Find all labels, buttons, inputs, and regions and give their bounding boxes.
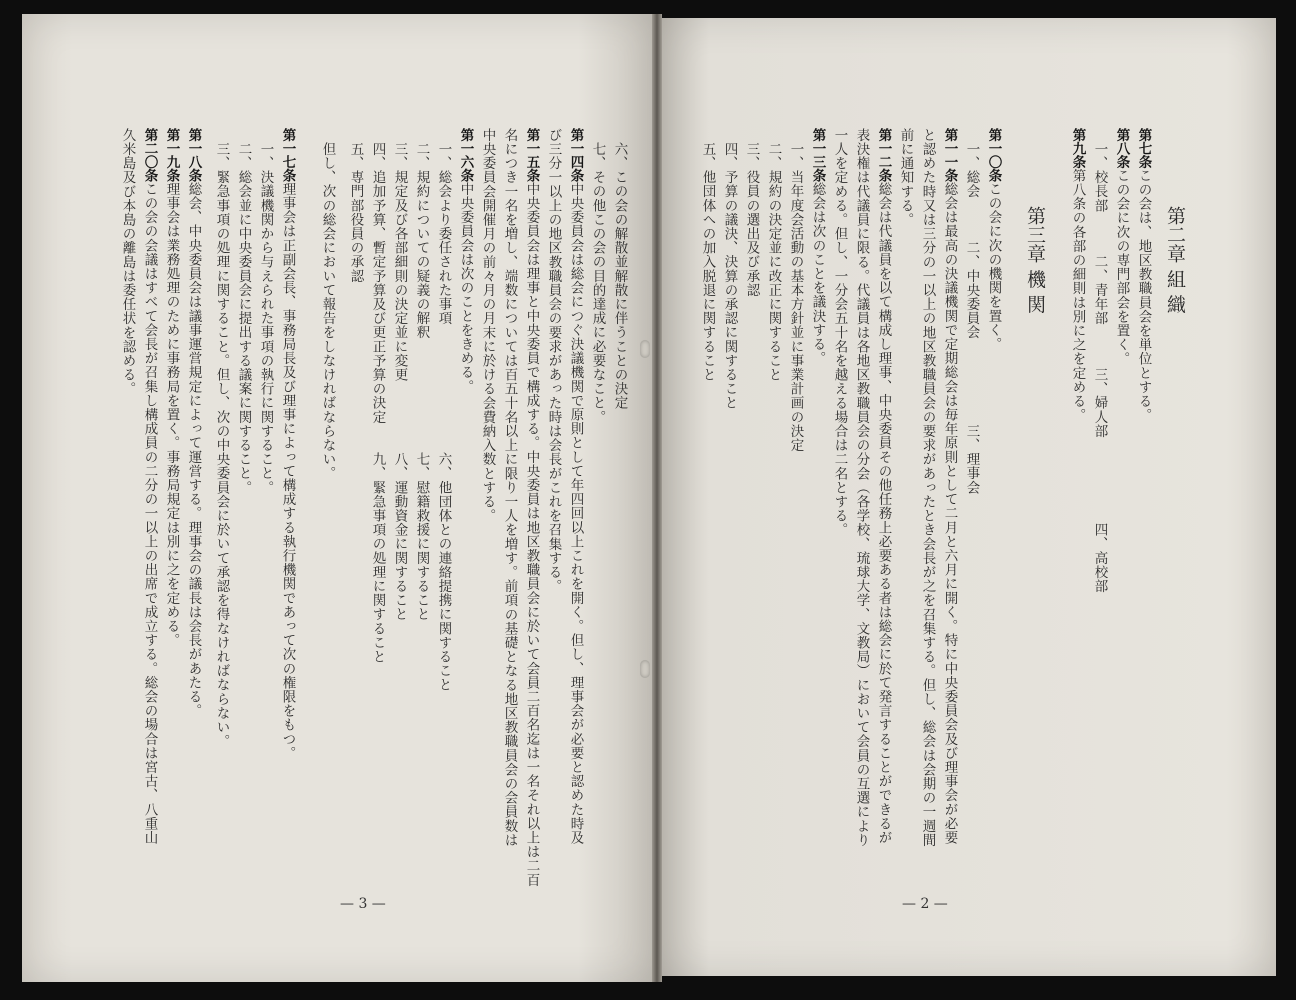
article-16-item: 二、規約についての疑義の解釈 七、慰籍救援に関すること (413, 142, 430, 622)
article-17-item: 二、総会並に中央委員会に提出する議案に関すること。 (235, 142, 252, 495)
article-13-item: 六、この会の解散並解散に伴うことの決定 (611, 142, 628, 410)
article-13-item: 三、役員の選出及び承認 (743, 142, 760, 298)
article-16-item: 五、専門部役員の承認 (347, 142, 364, 283)
article-15-line3: 中央委員会開催月の前々月の月末に於ける会費納入数とする。 (479, 128, 496, 523)
article-16 (458, 128, 472, 394)
article-7 (1136, 128, 1150, 422)
article-17-item: 一、決議機関から与えられた事項の執行に関すること。 (257, 142, 274, 495)
article-text: 理事会は正副会長、事務局長及び理事によって構成する執行機関であって次の権限をもつ。 (279, 182, 296, 761)
article-12 (876, 128, 890, 845)
article-17-item: 三、緊急事項の処理に関すること。但し、次の中央委員会に於いて承認を得なければならない。 (213, 142, 230, 749)
article-16-item: 三、規定及び各部細則の決定並に変更 八、運動資金に関すること (391, 142, 408, 622)
staple-hole (640, 340, 650, 358)
article-text: 総会は代議員を以て構成し理事、中央委員その他任務上必要ある者は総会に於て発言することができるが (875, 182, 892, 845)
article-10 (986, 128, 1000, 351)
article-13-item: 二、規約の決定並に改正に関すること (765, 142, 782, 382)
article-20 (142, 128, 156, 845)
article-20-line2: 久米島及び本島の離島は委任状を認める。 (119, 128, 136, 396)
article-text: 第八条の各部の細則は別に之を定める。 (1069, 168, 1086, 423)
article-text: 中央委員会は総会につぐ決議機関で原則として年四回以上これを開く。但し、理事会が必要と認めた時及 (567, 182, 584, 845)
article-number: 第一九条 (163, 128, 180, 182)
chapter3-heading: 第三章 機 関 (1024, 206, 1046, 314)
article-13-item: 一、当年度会活動の基本方針並に事業計画の決定 (787, 142, 804, 453)
article-18 (186, 128, 200, 718)
article-number: 第一三条 (809, 128, 826, 182)
article-19 (164, 128, 178, 647)
article-10-items: 一、総会 二、中央委員会 三、理事会 (963, 142, 980, 495)
article-12-line3: 一人を定める。但し、一分会五十名を越える場合は二名とする。 (831, 128, 848, 537)
article-14-line2: び三分一以上の地区教職員会の要求があった時は会長がこれを召集する。 (545, 128, 562, 594)
article-11-line2: と認めた時又は三分の一以上の地区教職員会の要求があったとき会長が之を召集する。但し、総会は会期の一週間 (919, 128, 936, 848)
article-text: 総会は次のことを議決する。 (809, 182, 826, 366)
article-text: この会は、地区教職員会を単位とする。 (1135, 168, 1152, 423)
page-number: — 2 — (902, 896, 948, 912)
article-11 (942, 128, 956, 845)
article-15-line2: 名につき一名を増し、端数については百五十名以上に限り一人を増す。前項の基礎となる地区教職員会の会員数は (501, 128, 518, 848)
article-text: この会に次の機関を置く。 (985, 182, 1002, 352)
article-16-item: 一、総会より委任された事項 六、他団体との連絡提携に関すること (435, 142, 452, 692)
article-text: 総会、中央委員会は議事運営規定によって運営する。理事会の議長は会長があたる。 (185, 182, 202, 718)
article-number: 第一八条 (185, 128, 202, 182)
page-number: — 3 — (340, 896, 386, 912)
article-text: 理事会は業務処理のために事務局を置く。事務局規定は別に之を定める。 (163, 182, 180, 648)
article-number: 第九条 (1069, 128, 1086, 169)
article-13-item: 四、予算の議決、決算の承認に関すること (721, 142, 738, 410)
article-13 (810, 128, 824, 365)
article-number: 第一一条 (941, 128, 958, 182)
article-11-line3: 前に通知する。 (897, 128, 914, 227)
article-number: 第一六条 (457, 128, 474, 182)
book-gutter (652, 14, 662, 982)
article-number: 第七条 (1135, 128, 1152, 169)
article-number: 第一〇条 (985, 128, 1002, 182)
article-text: 中央委員会は次のことをきめる。 (457, 182, 474, 394)
article-8-items: 一、校長部 二、青年部 三、婦人部 四、高校部 (1091, 142, 1108, 594)
article-12-line2: 表決権は代議員に限る。代議員は各地区教職員会の分会（各学校、琉球大学、文教局）において会員の互選により (853, 128, 870, 848)
article-number: 第八条 (1113, 128, 1130, 169)
article-13-item: 七、その他この会の目的達成に必要なこと。 (589, 142, 606, 424)
article-14 (568, 128, 582, 845)
article-text: この会の会議はすべて会長が召集し構成員の二分の一以上の出席で成立する。総会の場合は宮古、八重山 (141, 182, 158, 845)
article-9 (1070, 128, 1084, 422)
staple-hole (640, 660, 650, 678)
article-16-note: 但し、次の総会において報告をしなければならない。 (319, 142, 336, 481)
article-number: 第一二条 (875, 128, 892, 182)
article-text: 総会は最高の決議機関で定期総会は毎年原則として二月と六月に開く。特に中央委員会及び理事会が必要 (941, 182, 958, 845)
article-number: 第一四条 (567, 128, 584, 182)
article-text: この会に次の専門部会を置く。 (1113, 168, 1130, 366)
article-16-item: 四、追加予算、暫定予算及び更正予算の決定 九、緊急事項の処理に関すること (369, 142, 386, 664)
article-number: 第二〇条 (141, 128, 158, 182)
article-13-item: 五、他団体への加入脱退に関すること (699, 142, 716, 382)
article-number: 第一七条 (279, 128, 296, 182)
article-8 (1114, 128, 1128, 366)
article-text: 中央委員会は理事と中央委員で構成する。中央委員は地区教職員会に於いて会員二百名迄は一名それ以上は二百 (523, 182, 540, 887)
chapter2-heading: 第二章 組 織 (1164, 206, 1186, 314)
article-17 (280, 128, 294, 760)
article-number: 第一五条 (523, 128, 540, 182)
article-15 (524, 128, 538, 887)
